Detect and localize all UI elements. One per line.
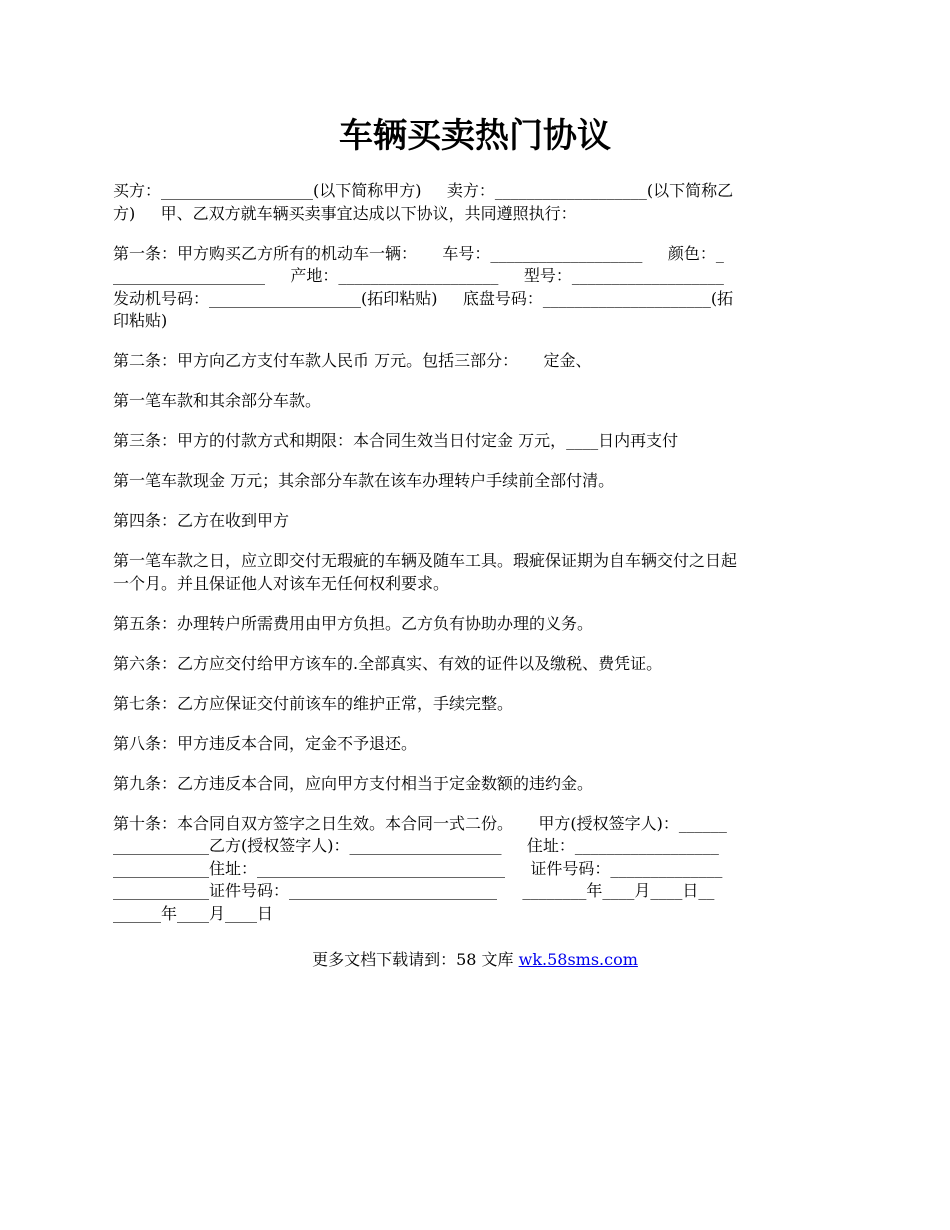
clause-paragraph: [113, 510, 838, 533]
paragraph-gap: [113, 493, 838, 511]
clause-line: 第十条：本合同自双方签字之日生效。本合同一式二份。 甲方(授权签字人)：______: [113, 813, 727, 833]
paragraph-gap: [113, 225, 838, 243]
clause-line: 第二条：甲方向乙方支付车款人民币 万元。包括三部分： 定金、: [113, 351, 592, 370]
clause-line: ____________住址：_______________________________ 证件号码：______________: [113, 858, 723, 878]
clause-line: ______年____月____日: [113, 903, 274, 923]
clause-line: 印粘贴): [113, 311, 168, 330]
clause-line: 第五条：办理转户所需费用由甲方负担。乙方负有协助办理的义务。: [113, 613, 594, 633]
paragraph-gap: [113, 715, 838, 733]
paragraph-gap: [113, 533, 838, 551]
clause-line: 第一条：甲方购买乙方所有的机动车一辆： 车号：___________________ 颜色：_: [113, 243, 724, 263]
clause-line: 方) 甲、乙双方就车辆买卖事宜达成以下协议，共同遵照执行：: [113, 203, 577, 223]
clause-paragraph: [113, 430, 838, 453]
clause-line: 第七条：乙方应保证交付前该车的维护正常，手续完整。: [113, 693, 514, 713]
clause-line: ___________________ 产地：____________________ 型号：___________________: [113, 266, 724, 285]
clause-paragraph: [113, 180, 838, 225]
document-title: 车辆买卖热门协议: [339, 116, 611, 156]
clause-paragraph: [113, 693, 838, 716]
clause-line: 第三条：甲方的付款方式和期限：本合同生效当日付定金 万元，____日内再支付: [113, 431, 679, 450]
paragraph-gap: [113, 635, 838, 653]
clause-paragraph: [113, 390, 838, 413]
clause-line: 第一笔车款现金 万元；其余部分车款在该车办理转户手续前全部付清。: [113, 471, 615, 490]
paragraph-gap: [113, 453, 838, 471]
footer: [0, 949, 950, 971]
paragraph-gap: [113, 333, 838, 351]
clause-paragraph: [113, 773, 838, 796]
paragraph-gap: [113, 795, 838, 813]
clause-line: 第四条：乙方在收到甲方: [113, 511, 290, 530]
clause-paragraph: [113, 653, 838, 676]
footer-link[interactable]: wk.58sms.com: [518, 950, 638, 969]
footer-text: 更多文档下载请到：58 文库: [312, 950, 519, 969]
clause-paragraph: [113, 813, 838, 926]
paragraph-gap: [113, 595, 838, 613]
paragraph-gap: [113, 675, 838, 693]
clause-paragraph: [113, 350, 838, 373]
clause-paragraph: [113, 550, 838, 595]
agreement-body: [113, 180, 838, 925]
clause-paragraph: [113, 470, 838, 493]
clause-line: 第一笔车款和其余部分车款。: [113, 391, 322, 410]
clause-paragraph: [113, 243, 838, 333]
clause-line: 一个月。并且保证他人对该车无任何权利要求。: [113, 573, 450, 593]
clause-line: 第六条：乙方应交付给甲方该车的.全部真实、有效的证件以及缴税、费凭证。: [113, 653, 663, 673]
clause-line: 第八条：甲方违反本合同，定金不予退还。: [113, 733, 418, 753]
clause-line: ____________证件号码：__________________________ ________年____月____日__: [113, 881, 715, 900]
clause-line: ____________乙方(授权签字人)：___________________ 住址：__________________: [113, 836, 719, 855]
paragraph-gap: [113, 755, 838, 773]
clause-paragraph: [113, 733, 838, 756]
clause-line: 买方：___________________(以下简称甲方) 卖方：___________________(以下简称乙: [113, 181, 734, 200]
clause-line: 第九条：乙方违反本合同，应向甲方支付相当于定金数额的违约金。: [113, 773, 594, 793]
paragraph-gap: [113, 373, 838, 391]
paragraph-gap: [113, 413, 838, 431]
clause-paragraph: [113, 613, 838, 636]
clause-line: 第一笔车款之日，应立即交付无瑕疵的车辆及随车工具。瑕疵保证期为自车辆交付之日起: [113, 551, 738, 570]
clause-line: 发动机号码：___________________(拓印粘贴) 底盘号码：_____________________(拓: [113, 288, 734, 308]
